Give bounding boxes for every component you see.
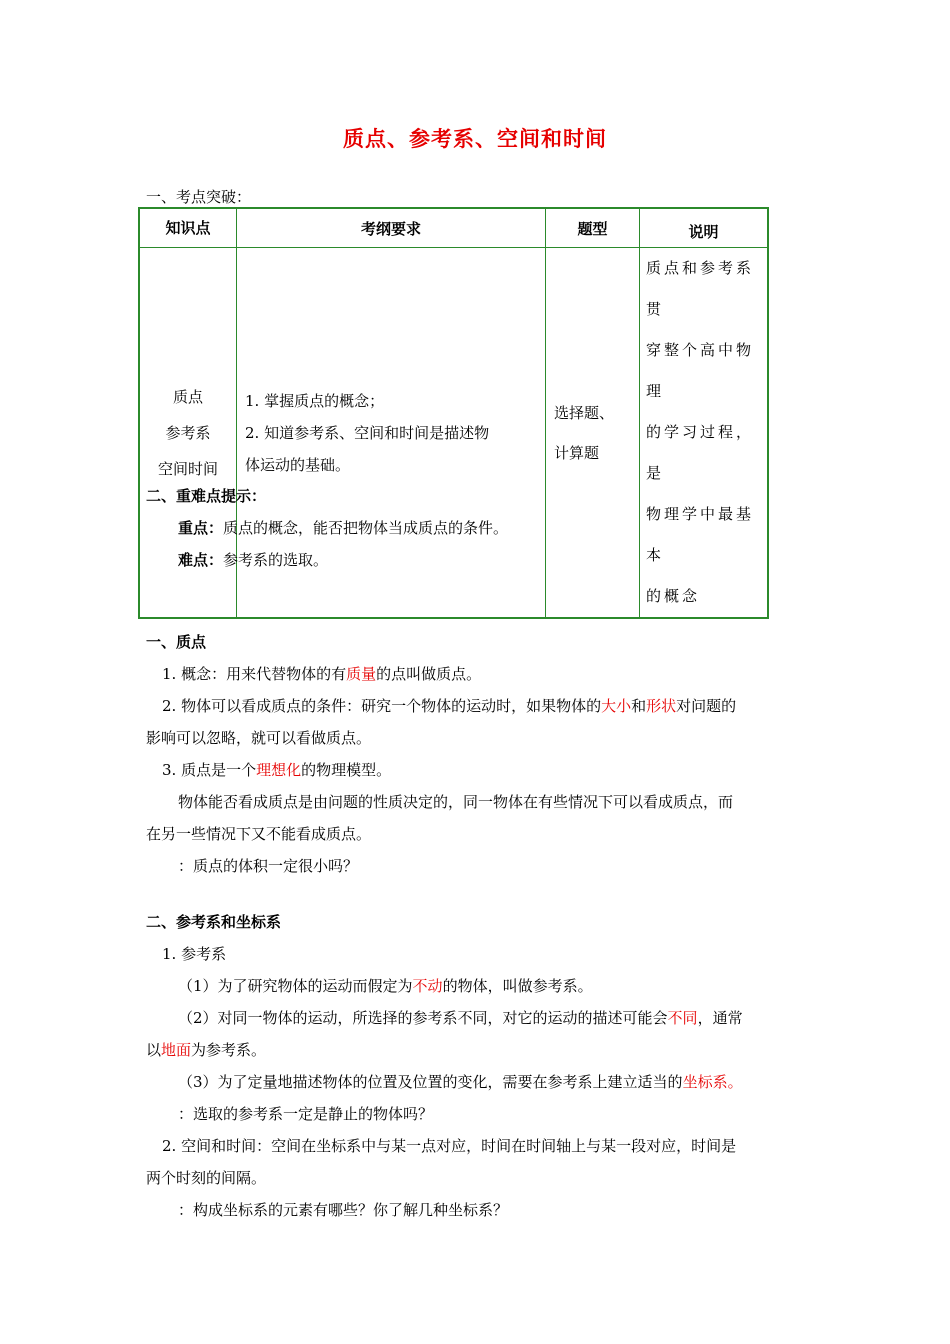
part1-item2-cont: 影响可以忽略，就可以看做质点。 xyxy=(146,729,372,747)
text-segment: 的物体，叫做参考系。 xyxy=(442,977,593,995)
part2-p2 xyxy=(178,1007,743,1028)
part1-question: ：质点的体积一定很小吗？ xyxy=(178,857,359,875)
note-line: 的学习过程，是 xyxy=(646,423,755,482)
part1-paragraph: 物体能否看成质点是由问题的性质决定的，同一物体在有些情况下可以看成质点，而 xyxy=(178,793,734,811)
highlight-text: 地面 xyxy=(161,1041,192,1059)
text-segment: （1）为了研究物体的运动而假定为 xyxy=(178,977,413,995)
part2-sub1: 1. 参考系 xyxy=(162,945,227,963)
text-segment: （2）对同一物体的运动，所选择的参考系不同，对它的运动的描述可能会 xyxy=(178,1009,668,1027)
question-type: 计算题 xyxy=(554,443,600,462)
highlight-text: 形状 xyxy=(646,697,677,715)
part2-p3 xyxy=(178,1071,743,1092)
note-cell xyxy=(640,248,769,619)
knowledge-item: 参考系 xyxy=(165,423,211,442)
difficult-label: 难点： xyxy=(178,551,224,569)
text-segment: 以 xyxy=(146,1041,162,1059)
part2-sub2: 2. 空间和时间：空间在坐标系中与某一点对应，时间在时间轴上与某一段对应，时间是 xyxy=(162,1137,737,1155)
header-question-type: 题型 xyxy=(546,208,640,248)
note-line: 物理学中最基本 xyxy=(646,505,755,564)
text-segment: 的物理模型。 xyxy=(301,761,392,779)
highlight-text: 坐标系。 xyxy=(682,1073,743,1091)
requirement-line: 1. 掌握质点的概念； xyxy=(245,391,385,410)
header-knowledge: 知识点 xyxy=(139,208,237,248)
difficult-point-line xyxy=(178,549,328,570)
part2-question2: ：构成坐标系的元素有哪些？你了解几种坐标系？ xyxy=(178,1201,509,1219)
part2-question1: ：选取的参考系一定是静止的物体吗？ xyxy=(178,1105,434,1123)
highlight-text: 理想化 xyxy=(256,761,302,779)
text-segment: 2. 物体可以看成质点的条件：研究一个物体的运动时，如果物体的 xyxy=(162,697,602,715)
part2-p2-cont xyxy=(146,1039,266,1060)
text-segment: 和 xyxy=(631,697,647,715)
table-header-row xyxy=(139,208,768,248)
knowledge-item: 空间时间 xyxy=(157,459,218,478)
highlight-text: 不同 xyxy=(667,1009,698,1027)
part1-item2 xyxy=(162,695,736,716)
requirement-line: 2. 知道参考系、空间和时间是描述物 xyxy=(245,423,490,442)
part2-heading: 二、参考系和坐标系 xyxy=(146,913,282,931)
text-segment: 为参考系。 xyxy=(191,1041,267,1059)
part1-item1 xyxy=(162,663,481,684)
highlight-text: 大小 xyxy=(601,697,632,715)
text-segment: （3）为了定量地描述物体的位置及位置的变化，需要在参考系上建立适当的 xyxy=(178,1073,683,1091)
key-points-heading: 二、重难点提示： xyxy=(146,487,267,505)
note-line: 的概念 xyxy=(646,587,701,605)
part1-heading: 一、质点 xyxy=(146,633,207,651)
text-segment: 3. 质点是一个 xyxy=(162,761,257,779)
text-segment: 的点叫做质点。 xyxy=(376,665,482,683)
document-title: 质点、参考系、空间和时间 xyxy=(343,127,607,151)
header-requirements: 考纲要求 xyxy=(237,208,546,248)
header-note: 说明 xyxy=(640,208,769,248)
note-line: 穿整个高中物理 xyxy=(646,341,755,400)
exam-heading: 一、考点突破： xyxy=(146,188,252,206)
part1-paragraph-cont: 在另一些情况下又不能看成质点。 xyxy=(146,825,372,843)
key-text: 质点的概念，能否把物体当成质点的条件。 xyxy=(223,519,509,537)
highlight-text: 不动 xyxy=(412,977,443,995)
key-point-line xyxy=(178,517,508,538)
key-label: 重点： xyxy=(178,519,224,537)
part2-p1 xyxy=(178,975,593,996)
part1-item3 xyxy=(162,759,391,780)
text-segment: ，通常 xyxy=(697,1009,743,1027)
difficult-text: 参考系的选取。 xyxy=(223,551,329,569)
text-segment: 对问题的 xyxy=(676,697,737,715)
highlight-text: 质量 xyxy=(346,665,377,683)
question-type: 选择题、 xyxy=(554,403,615,422)
text-segment: 1. 概念：用来代替物体的有 xyxy=(162,665,347,683)
part2-sub2-cont: 两个时刻的间隔。 xyxy=(146,1169,267,1187)
requirement-line: 体运动的基础。 xyxy=(245,455,351,474)
knowledge-item: 质点 xyxy=(172,387,203,406)
question-type-cell xyxy=(546,248,640,619)
note-line: 质点和参考系贯 xyxy=(646,259,755,318)
